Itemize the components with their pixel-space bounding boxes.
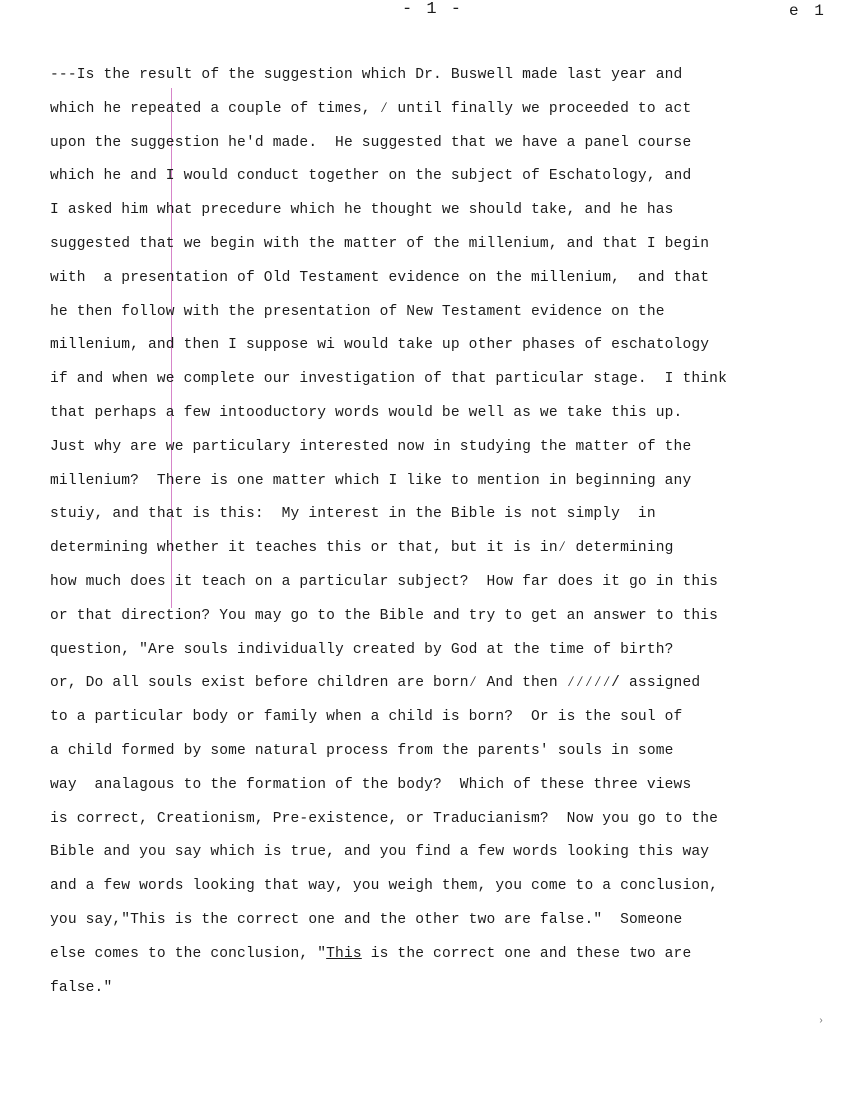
text-line: that perhaps a few intooductory words would be well as we take this up. — [50, 404, 683, 421]
text-line: or that direction? You may go to the Bible and try to get an answer to this — [50, 607, 719, 624]
line-segment: is the correct one and these two are — [361, 945, 692, 962]
text-line-emphasis — [50, 942, 830, 976]
line-segment: else comes to the conclusion, " — [50, 945, 327, 962]
edge-mark: › — [818, 1016, 825, 1027]
text-line: with a presentation of Old Testament evidence on the millenium, and that — [50, 269, 710, 286]
text-line: I asked him what precedure which he thought we should take, and he has — [50, 202, 674, 219]
text-line: you say,"This is the correct one and the other two are false." Someone — [50, 911, 683, 928]
transcript-body — [50, 63, 830, 1009]
text-line: upon the suggestion he'd made. He suggested that we have a panel course — [50, 134, 692, 151]
text-line: stuiy, and that is this: My interest in the Bible is not simply in — [50, 506, 656, 523]
text-line: question, "Are souls individually created by God at the time of birth? — [50, 641, 674, 658]
text-line: how much does it teach on a particular subject? How far does it go in this — [50, 573, 719, 590]
text-line: false." — [50, 979, 113, 996]
text-line: way analagous to the formation of the body? Which of these three views — [50, 776, 692, 793]
text-line: a child formed by some natural process from the parents' souls in some — [50, 742, 674, 759]
underlined-word: This — [326, 945, 362, 962]
text-line: he then follow with the presentation of New Testament evidence on the — [50, 303, 665, 320]
text-line: Bible and you say which is true, and you find a few words looking this way — [50, 844, 710, 861]
text-line: Just why are we particulary interested now in studying the matter of the — [50, 438, 692, 455]
text-line: ---Is the result of the suggestion which Dr. Buswell made last year and — [50, 67, 683, 83]
text-line: is correct, Creationism, Pre-existence, or Traducianism? Now you go to the — [50, 810, 719, 827]
page-number: - 1 - — [402, 0, 464, 19]
text-line: to a particular body or family when a child is born? Or is the soul of — [50, 709, 683, 726]
text-line: determining whether it teaches this or that, but it is in∕ determining — [50, 540, 674, 557]
text-line: millenium, and then I suppose wi would take up other phases of eschatology — [50, 337, 710, 354]
text-line: which he repeated a couple of times, ∕ until finally we proceeded to act — [50, 100, 692, 117]
text-line: if and when we complete our investigation of that particular stage. I think — [50, 371, 727, 388]
text-line: or, Do all souls exist before children are born∕ And then ∕∕∕∕∕/ assigned — [50, 675, 701, 692]
text-line: suggested that we begin with the matter of the millenium, and that I begin — [50, 235, 710, 252]
text-line: millenium? There is one matter which I like to mention in beginning any — [50, 472, 692, 489]
text-line: and a few words looking that way, you weigh them, you come to a conclusion, — [50, 878, 719, 895]
page-code: e 1 — [789, 2, 827, 20]
text-line: which he and I would conduct together on the subject of Eschatology, and — [50, 168, 692, 185]
